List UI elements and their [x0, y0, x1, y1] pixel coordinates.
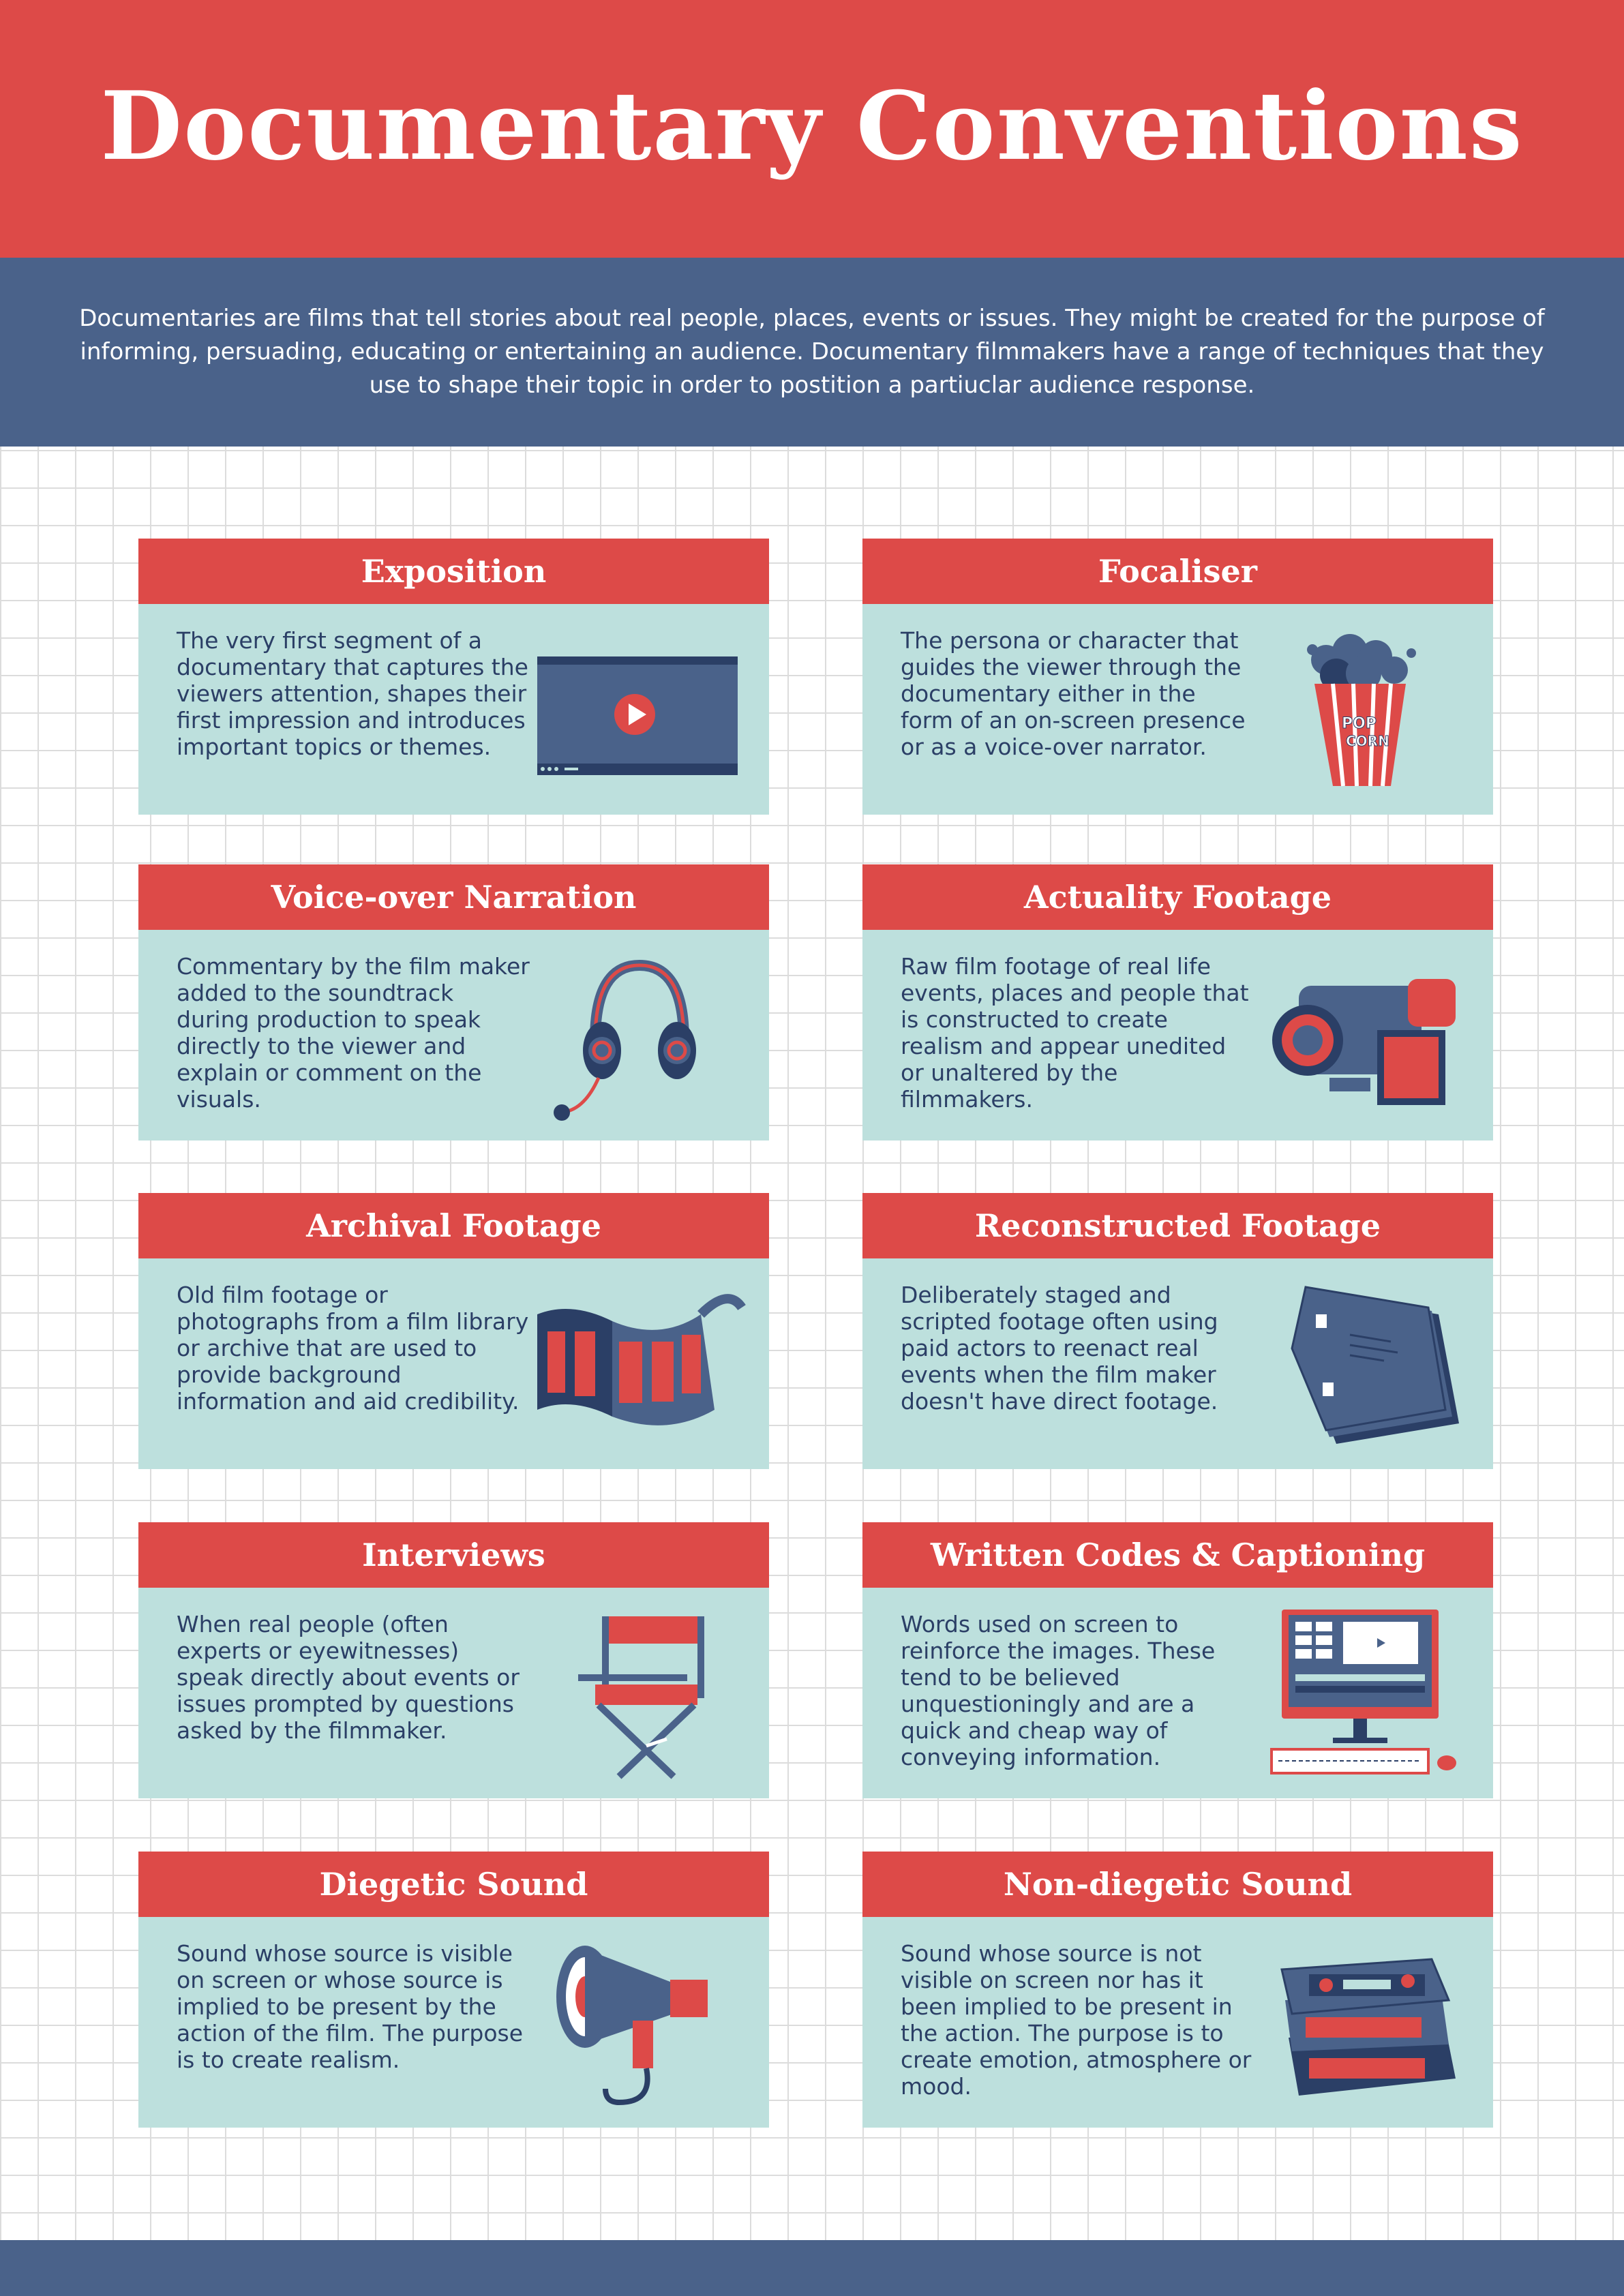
card-archival-footage [138, 1193, 769, 1469]
card-description: The persona or character that guides the viewer through the documentary either in the form of an on-screen presence or as a voice-over narrator. [901, 627, 1246, 760]
card-written-codes-captioning [862, 1522, 1493, 1798]
card-reconstructed-footage [862, 1193, 1493, 1469]
card-title: Exposition [138, 539, 769, 604]
card-description: Words used on screen to reinforce the images. These tend to be believed unquestioningly and are a quick and cheap way of conveying information. [901, 1611, 1216, 1770]
headset-icon [537, 945, 749, 1128]
card-title: Archival Footage [138, 1193, 769, 1258]
intro-banner [0, 258, 1624, 447]
card-description: Deliberately staged and scripted footage often using paid actors to reenact real events when the film maker doesn't have direct footage. [901, 1282, 1218, 1415]
header-banner [0, 0, 1624, 258]
card-title: Interviews [138, 1522, 769, 1588]
card-title: Reconstructed Footage [862, 1193, 1493, 1258]
card-exposition [138, 539, 769, 815]
card-diegetic-sound [138, 1852, 769, 2128]
card-title: Actuality Footage [862, 864, 1493, 930]
director-chair-icon [537, 1603, 749, 1785]
film-strip-icon [537, 1273, 749, 1456]
card-title: Focaliser [862, 539, 1493, 604]
card-title: Diegetic Sound [138, 1852, 769, 1917]
computer-editing-icon [1261, 1603, 1473, 1785]
card-description: Commentary by the film maker added to the soundtrack during production to speak directly to the viewer and explain or comment on the visuals. [177, 953, 530, 1113]
card-actuality-footage [862, 864, 1493, 1141]
vhs-tapes-icon [1261, 1932, 1473, 2115]
card-description: When real people (often experts or eyewitnesses) speak directly about events or issues prompted by questions asked by the filmmaker. [177, 1611, 520, 1744]
popcorn-label-pop: POP [1342, 715, 1377, 732]
card-description: Sound whose source is visible on screen or whose source is implied to be present by the action of the film. The purpose is to create realism. [177, 1940, 524, 2073]
video-player-icon [537, 619, 749, 802]
card-description: Raw film footage of real life events, places and people that is constructed to create realism and appear unedited or unaltered by the filmmakers. [901, 953, 1249, 1113]
card-voice-over-narration [138, 864, 769, 1141]
card-interviews [138, 1522, 769, 1798]
page-title: Documentary Conventions [100, 70, 1524, 181]
popcorn-icon [1261, 619, 1473, 802]
intro-text: Documentaries are films that tell stories about real people, places, events or issues. They might be created for the purpose of informing, persuading, educating or entertaining an audience. Documentary filmmakers have a range of techniques that they use to shape their topic in order to postition a partiuclar audience response. [79, 305, 1545, 399]
card-description: Sound whose source is not visible on screen nor has it been implied to be present in the action. The purpose is to create emotion, atmosphere or mood. [901, 1940, 1252, 2100]
script-pages-icon [1261, 1273, 1473, 1456]
popcorn-label-corn: CORN [1346, 733, 1389, 749]
card-description: Old film footage or photographs from a film library or archive that are used to provide background information and aid credibility. [177, 1282, 529, 1415]
card-focaliser [862, 539, 1493, 815]
card-non-diegetic-sound [862, 1852, 1493, 2128]
card-title: Voice-over Narration [138, 864, 769, 930]
megaphone-icon [537, 1932, 749, 2115]
camcorder-icon [1261, 945, 1473, 1128]
card-title: Non-diegetic Sound [862, 1852, 1493, 1917]
footer-bar [0, 2240, 1624, 2296]
card-title: Written Codes & Captioning [862, 1522, 1493, 1588]
card-description: The very first segment of a documentary that captures the viewers attention, shapes their first impression and introduces important topics or themes. [177, 627, 528, 760]
